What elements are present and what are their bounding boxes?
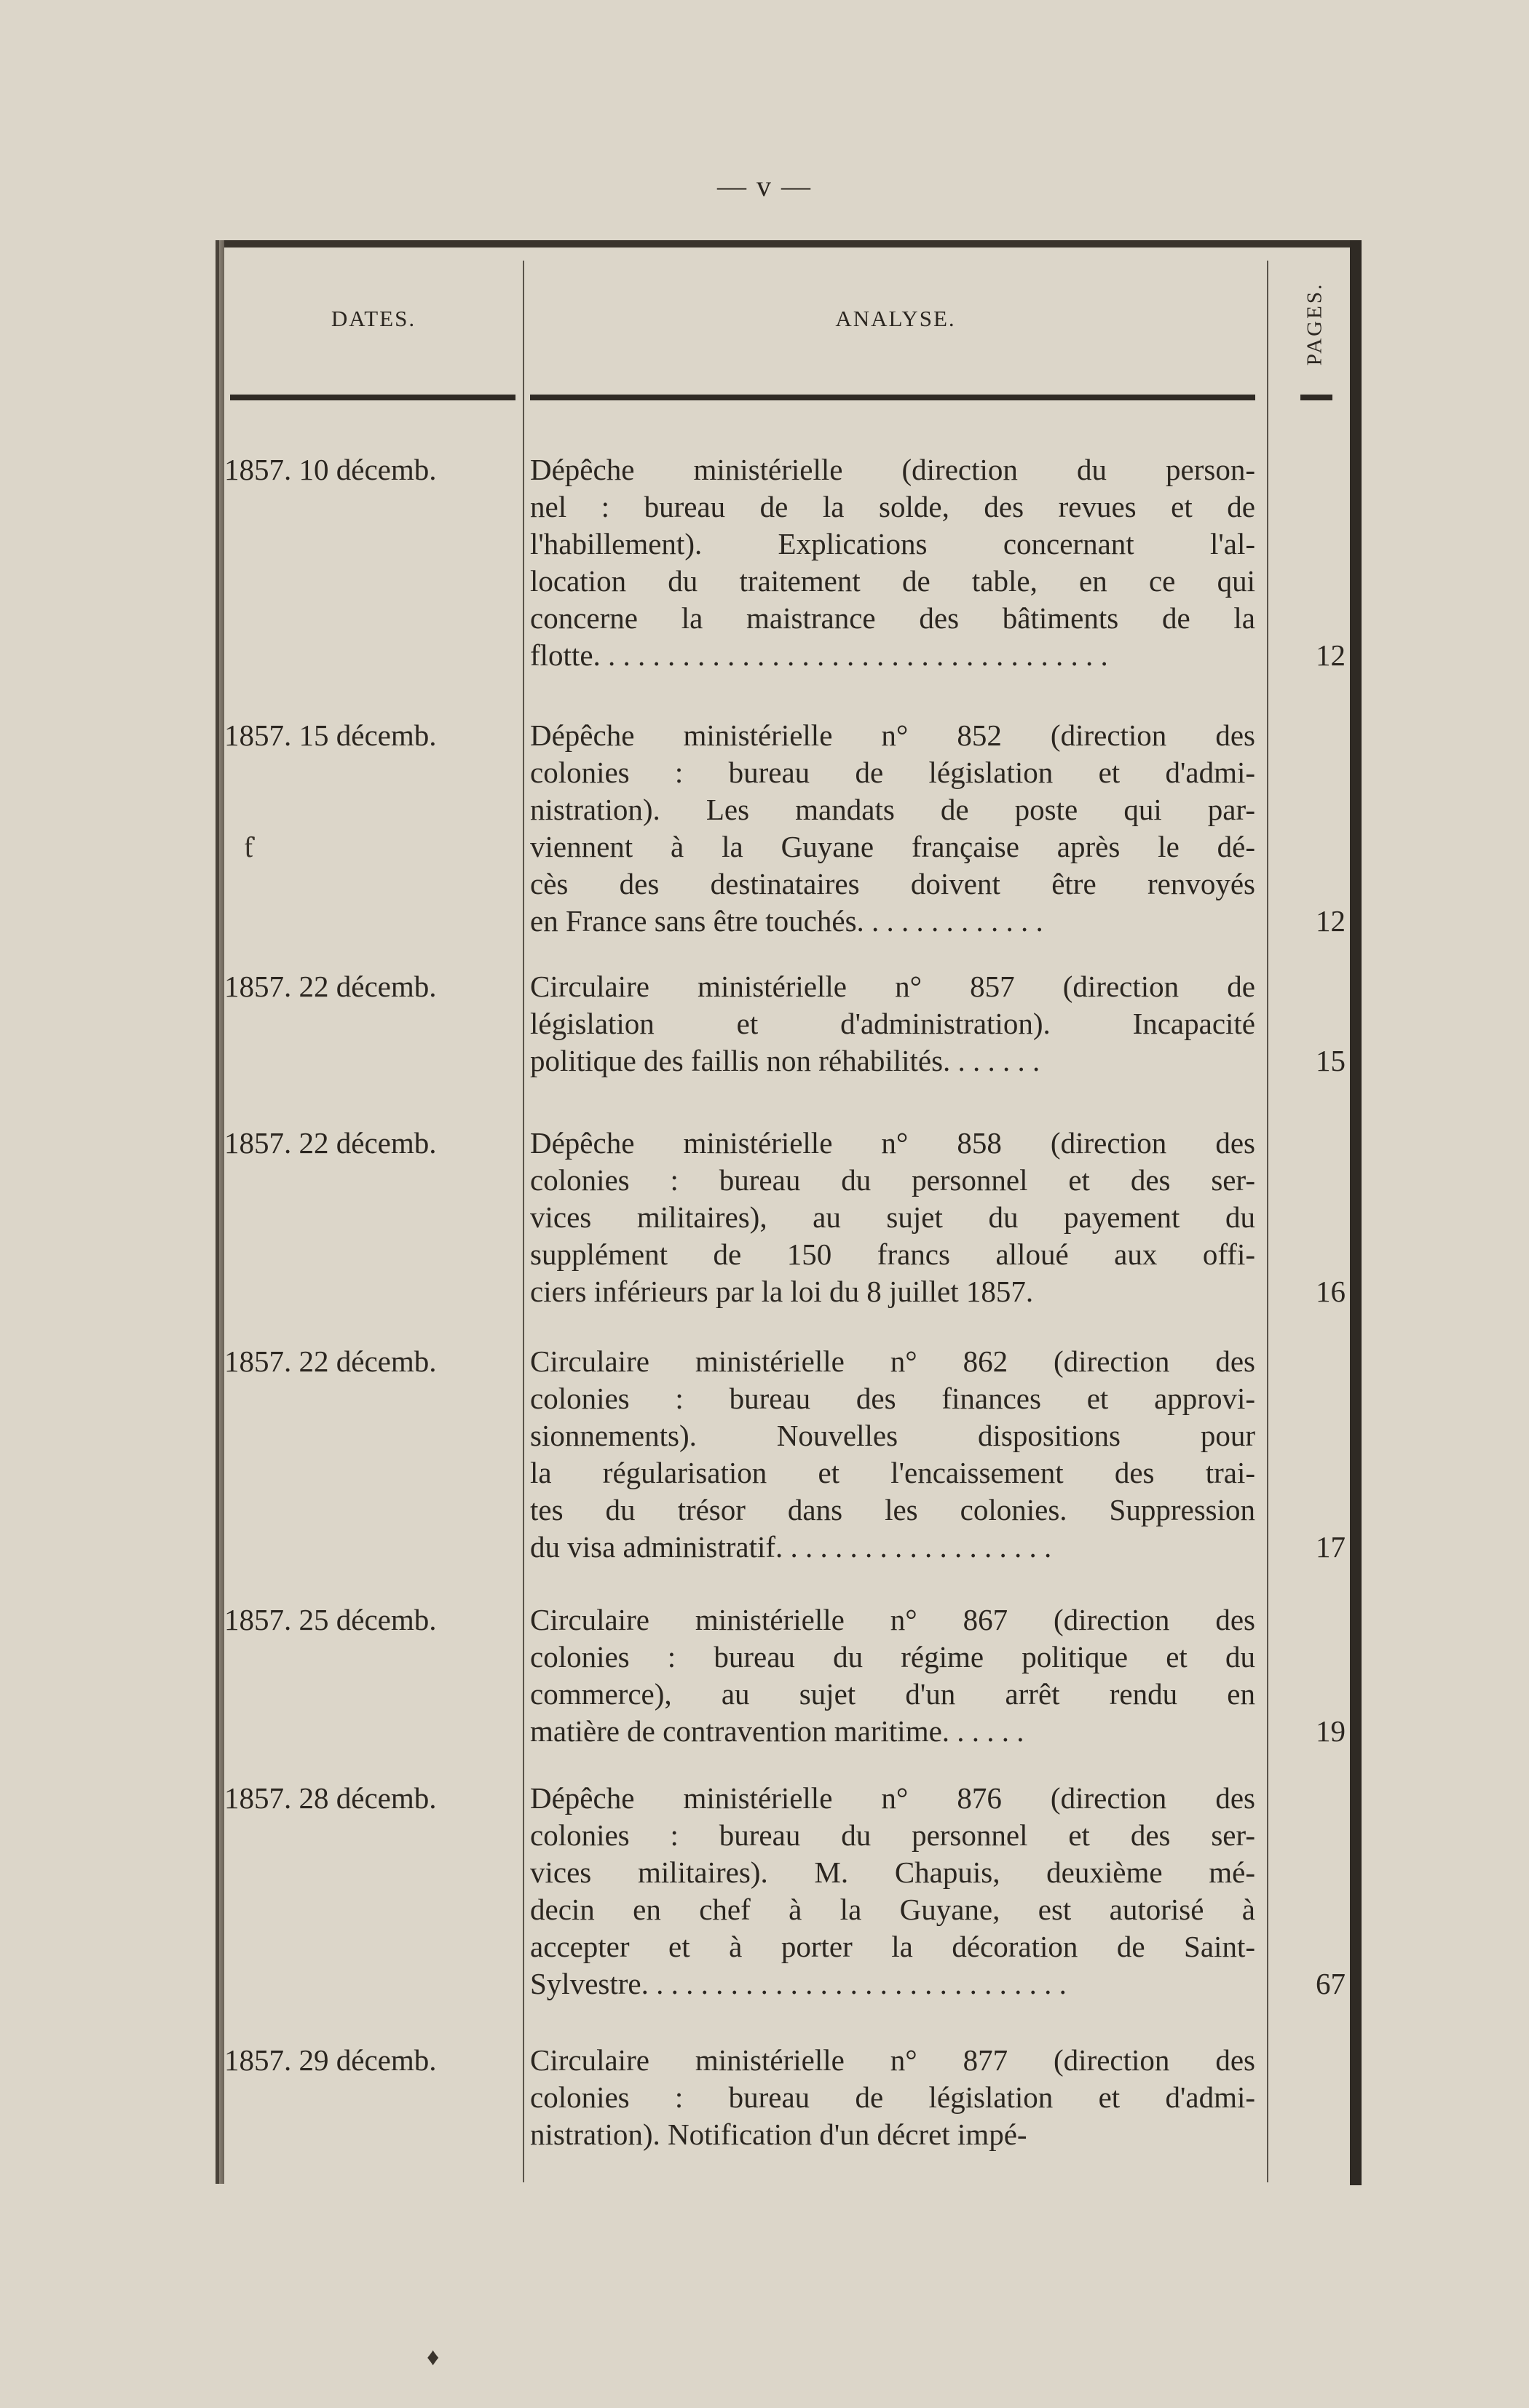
entry-analysis-line: Circulaire ministérielle n° 867 (direction des [530, 1603, 1255, 1636]
table-right-border [1350, 240, 1362, 2185]
entry-analysis [530, 1780, 1255, 2003]
entry-analysis-line: vices militaires), au sujet du payement du [530, 1200, 1255, 1234]
entry-analysis-line: tes du trésor dans les colonies. Suppression [530, 1493, 1255, 1526]
entry-analysis-line: du visa administratif. . . . . . . . . . . . . . . . . . . [530, 1530, 1052, 1564]
entry-analysis-line: Dépêche ministérielle n° 852 (direction des [530, 718, 1255, 752]
page-number: — v — [717, 170, 812, 202]
entry-analysis-line: location du traitement de table, en ce qui [530, 564, 1255, 598]
entry-analysis-line: l'habillement). Explications concernant l'al- [530, 527, 1255, 561]
entry-analysis-line: vices militaires). M. Chapuis, deuxième mé- [530, 1855, 1255, 1889]
entry-analysis-line: Dépêche ministérielle n° 858 (direction des [530, 1126, 1255, 1160]
header-rule-pages [1300, 395, 1332, 400]
entry-analysis-line: colonies : bureau du personnel et des ser- [530, 1818, 1255, 1852]
entry-date: 1857. 28 décemb. [224, 1781, 437, 1815]
entry-analysis-line: commerce), au sujet d'un arrêt rendu en [530, 1677, 1255, 1711]
entry-analysis [530, 717, 1255, 940]
entry-analysis-line: ciers inférieurs par la loi du 8 juillet 1857. [530, 1275, 1034, 1308]
entry-analysis [530, 451, 1255, 674]
entry-analysis-line: decin en chef à la Guyane, est autorisé à [530, 1893, 1255, 1926]
bottom-mark: ♦ [427, 2344, 440, 2371]
entry-page-number: 12 [1316, 638, 1346, 672]
entry-analysis-line: cès des destinataires doivent être renvoyés [530, 867, 1255, 900]
header-pages-label: PAGES. [1303, 282, 1327, 366]
entry-analysis [530, 1343, 1255, 1566]
entry-analysis [530, 1601, 1255, 1750]
entry-analysis-line: législation et d'administration). Incapacité [530, 1007, 1255, 1040]
entry-analysis-line: Circulaire ministérielle n° 862 (direction des [530, 1344, 1255, 1378]
entry-analysis-line: colonies : bureau de législation et d'admi- [530, 2080, 1255, 2114]
entry-page-number: 17 [1316, 1530, 1346, 1564]
entry-analysis-line: en France sans être touchés. . . . . . . . . . . . . [530, 904, 1043, 938]
entry-analysis-line: colonies : bureau de législation et d'admi- [530, 756, 1255, 789]
entry-date: 1857. 10 décemb. [224, 453, 437, 486]
entry-analysis-line: colonies : bureau du régime politique et du [530, 1640, 1255, 1674]
entry-page-number: 67 [1316, 1967, 1346, 2000]
entry-date: 1857. 22 décemb. [224, 1126, 437, 1160]
entry-analysis-line: supplément de 150 francs alloué aux offi- [530, 1237, 1255, 1271]
entry-date: 1857. 15 décemb. [224, 718, 437, 752]
entry-analysis-line: nel : bureau de la solde, des revues et de [530, 490, 1255, 523]
table-top-border [216, 240, 1362, 247]
entry-analysis-line: la régularisation et l'encaissement des trai- [530, 1456, 1255, 1489]
entry-analysis-line: colonies : bureau des finances et approvi- [530, 1382, 1255, 1415]
entry-date: 1857. 25 décemb. [224, 1603, 437, 1636]
entry-date: 1857. 29 décemb. [224, 2043, 437, 2077]
entry-page-number: 16 [1316, 1275, 1346, 1308]
entry-analysis-line: concerne la maistrance des bâtiments de la [530, 601, 1255, 635]
header-dates: DATES. [331, 306, 416, 331]
entry-analysis [530, 1125, 1255, 1310]
column-separator-analyse [1267, 261, 1268, 2182]
entry-page-number: 12 [1316, 904, 1346, 938]
column-separator-dates [523, 261, 524, 2182]
entry-analysis-line: flotte. . . . . . . . . . . . . . . . . . . . . . . . . . . . . . . . . . . [530, 638, 1108, 672]
margin-mark: ƭ [245, 831, 253, 863]
entry-analysis-line: Dépêche ministérielle (direction du person- [530, 453, 1255, 486]
entry-analysis-line: Circulaire ministérielle n° 857 (direction de [530, 970, 1255, 1003]
header-pages [1297, 269, 1332, 379]
header-analyse: ANALYSE. [835, 306, 956, 331]
entry-analysis-line: accepter et à porter la décoration de Saint- [530, 1930, 1255, 1963]
entry-analysis-line: nistration). Notification d'un décret impé- [530, 2118, 1027, 2151]
entry-analysis-line: viennent à la Guyane française après le dé- [530, 830, 1255, 863]
entry-analysis-line: colonies : bureau du personnel et des ser- [530, 1163, 1255, 1197]
entry-page-number: 15 [1316, 1044, 1346, 1077]
entry-analysis-line: politique des faillis non réhabilités. . . . . . . [530, 1044, 1040, 1077]
entry-analysis-line: matière de contravention maritime. . . . . . [530, 1714, 1024, 1748]
header-rule-analyse [530, 395, 1255, 400]
entry-date: 1857. 22 décemb. [224, 1344, 437, 1378]
entry-analysis-line: Circulaire ministérielle n° 877 (direction des [530, 2043, 1255, 2077]
entry-analysis-line: Dépêche ministérielle n° 876 (direction des [530, 1781, 1255, 1815]
header-rule-dates [230, 395, 515, 400]
table-left-border [216, 240, 224, 2184]
entry-analysis-line: Sylvestre. . . . . . . . . . . . . . . . . . . . . . . . . . . . . [530, 1967, 1067, 2000]
entry-analysis [530, 2042, 1255, 2153]
entry-analysis-line: sionnements). Nouvelles dispositions pour [530, 1419, 1255, 1452]
entry-analysis-line: nistration). Les mandats de poste qui par- [530, 793, 1255, 826]
entry-analysis [530, 968, 1255, 1080]
entry-page-number: 19 [1316, 1714, 1346, 1748]
entry-date: 1857. 22 décemb. [224, 970, 437, 1003]
